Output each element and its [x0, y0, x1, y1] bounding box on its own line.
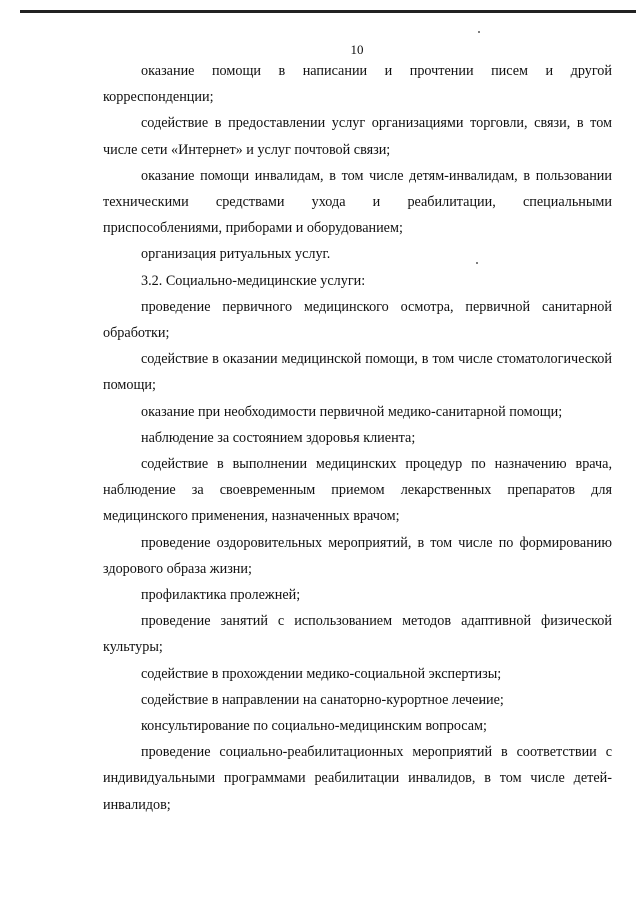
paragraph: проведение оздоровительных мероприятий, в том числе по формированию здорового образа жизни;	[103, 534, 612, 577]
paragraph: содействие в прохождении медико-социальной экспертизы;	[141, 665, 502, 682]
paragraph: проведение занятий с использованием методов адаптивной физической культуры;	[103, 613, 612, 656]
paragraph: наблюдение за состоянием здоровья клиента;	[141, 429, 416, 446]
paragraph: содействие в предоставлении услуг организациями торговли, связи, в том числе сети «Интернет» и услуг почтовой связи;	[103, 115, 612, 158]
paragraph: оказание помощи инвалидам, в том числе детям-инвалидам, в пользовании техническими средствами ухода и реабилитации, специальными приспособлениями, приборами и оборудованием;	[103, 167, 612, 237]
paragraph: проведение социально-реабилитационных мероприятий в соответствии с индивидуальными программами реабилитации инвалидов, в том числе детей-инвалидов;	[103, 744, 612, 813]
paragraph: содействие в выполнении медицинских процедур по назначению врача, наблюдение за своевременным приемом лекарственных препаратов для медицинского применения, назначенных врачом;	[103, 456, 612, 525]
paragraph: организация ритуальных услуг.	[141, 246, 331, 263]
scan-speck	[478, 31, 480, 33]
paragraph: оказание при необходимости первичной медико-санитарной помощи;	[141, 403, 563, 420]
paragraph: оказание помощи в написании и прочтении писем и другой корреспонденции;	[103, 63, 612, 106]
paragraph: содействие в направлении на санаторно-курортное лечение;	[141, 691, 504, 708]
section-heading: 3.2. Социально-медицинские услуги:	[141, 272, 366, 289]
page-number: 10	[350, 42, 364, 57]
paragraph: консультирование по социально-медицинским вопросам;	[141, 718, 487, 735]
paragraph: профилактика пролежней;	[141, 587, 301, 604]
document-body	[103, 58, 612, 818]
top-border-line	[20, 10, 636, 13]
paragraph: проведение первичного медицинского осмотра, первичной санитарной обработки;	[103, 298, 612, 342]
paragraph: содействие в оказании медицинской помощи, в том числе стоматологической помощи;	[103, 351, 612, 394]
